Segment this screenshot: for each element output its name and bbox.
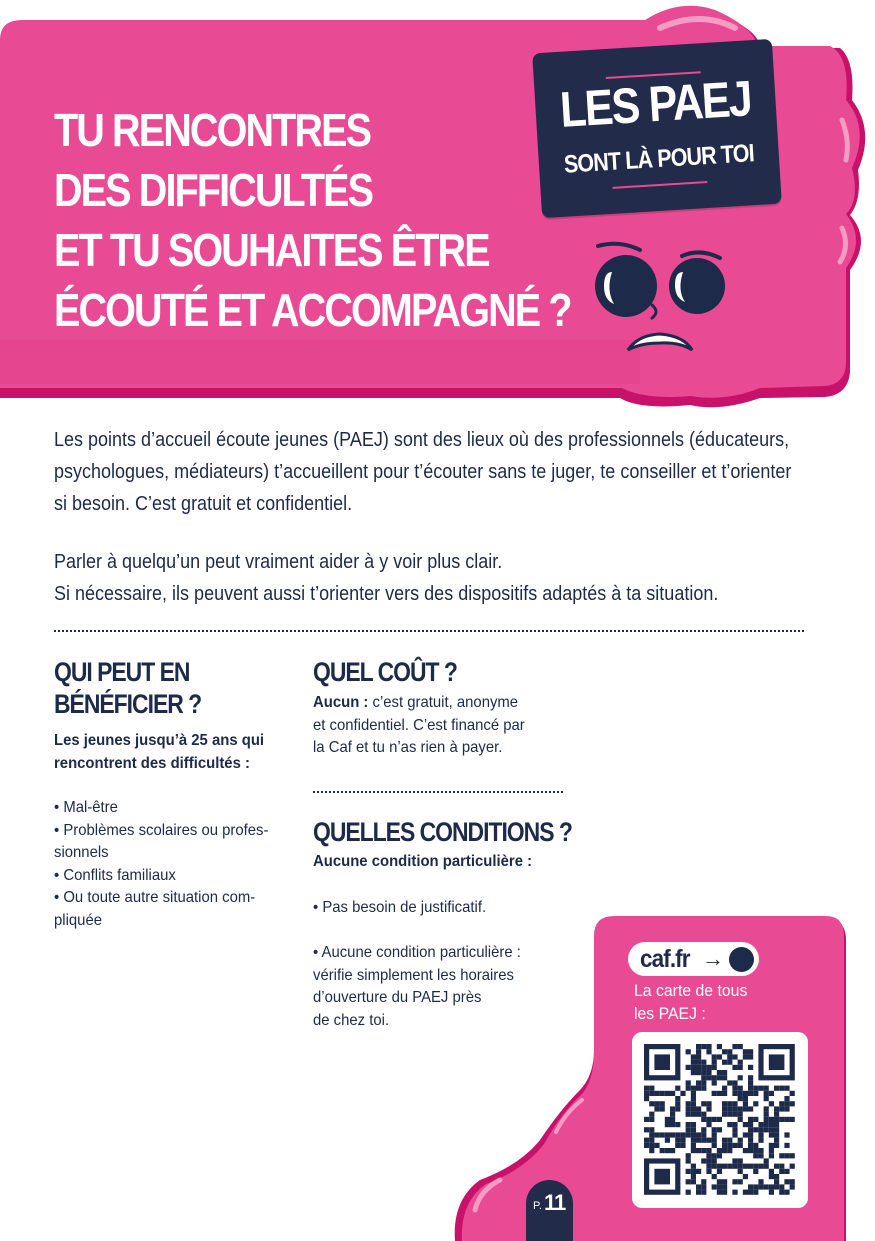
headline-line: TU RENCONTRES xyxy=(54,104,371,156)
who-lead-line: Les jeunes jusqu’à 25 ans qui xyxy=(54,732,265,749)
who-title-line: BÉNÉFICIER ? xyxy=(54,689,202,719)
intro-paragraph-1 xyxy=(54,424,792,520)
qr-finder-square xyxy=(758,1044,794,1080)
column-divider xyxy=(313,791,563,793)
conditions-item-1: • Pas besoin de justificatif. xyxy=(313,899,487,916)
arrow-right-icon: → xyxy=(702,946,724,971)
dot-icon xyxy=(729,947,754,972)
badge-rule-bottom xyxy=(612,181,707,189)
caf-link-label[interactable]: caf.fr xyxy=(640,945,690,973)
cost-line: et confidentiel. C’est financé par xyxy=(313,716,525,734)
intro-line: Si nécessaire, ils peuvent aussi t’orienter vers des dispositifs adaptés à ta situation. xyxy=(54,583,719,605)
card-caption-line: les PAEJ : xyxy=(634,1003,706,1023)
card-caption-line: La carte de tous xyxy=(634,981,748,1000)
intro-paragraph-2 xyxy=(54,546,738,610)
conditions-line: de chez toi. xyxy=(313,1011,390,1029)
section-divider xyxy=(54,630,804,632)
caf-link[interactable] xyxy=(628,942,759,976)
paej-badge xyxy=(532,39,782,218)
who-lead xyxy=(54,730,287,775)
list-item-cont: pliquée xyxy=(54,911,102,929)
qr-finder-square xyxy=(644,1044,680,1080)
badge-subtitle: SONT LÀ POUR TOI xyxy=(563,139,755,179)
headline-line: ÉCOUTÉ ET ACCOMPAGNÉ ? xyxy=(54,284,571,336)
list-item: • Mal-être xyxy=(54,799,118,816)
qr-code-icon[interactable] xyxy=(632,1032,808,1208)
cost-bold: Aucun : xyxy=(313,694,369,711)
cost-line: c’est gratuit, anonyme xyxy=(368,694,519,711)
list-item: • Conflits familiaux xyxy=(54,866,176,884)
intro-line: Parler à quelqu’un peut vraiment aider à y voir plus clair. xyxy=(54,551,503,573)
who-title xyxy=(54,656,201,720)
list-item: • Problèmes scolaires ou profes- xyxy=(54,821,269,839)
conditions-lead: Aucune condition particulière : xyxy=(313,853,533,870)
page-number: 11 xyxy=(544,1190,566,1215)
intro-line: Les points d’accueil écoute jeunes (PAEJ) sont des lieux où des professionnels (éducateurs, xyxy=(54,429,790,451)
conditions-line: vérifie simplement les horaires xyxy=(313,966,514,984)
conditions-line: d’ouverture du PAEJ près xyxy=(313,989,482,1006)
headline-line: DES DIFFICULTÉS xyxy=(54,164,373,216)
qr-code-container[interactable] xyxy=(632,1032,808,1208)
cost-line: la Caf et tu n’as rien à payer. xyxy=(313,739,503,756)
conditions-line: • Aucune condition particulière : xyxy=(313,944,521,961)
who-title-line: QUI PEUT EN xyxy=(54,657,190,687)
headline-line: ET TU SOUHAITES ÊTRE xyxy=(54,224,489,276)
qr-finder-square xyxy=(644,1158,680,1194)
cost-text xyxy=(313,692,555,760)
page-prefix: P. xyxy=(533,1200,542,1212)
who-lead-line: rencontrent des difficultés : xyxy=(54,754,250,772)
card-caption xyxy=(634,980,774,1025)
intro-line: psychologues, médiateurs) t’accueillent pour t’écouter sans te juger, te conseiller et t’orienter xyxy=(54,461,792,483)
conditions-title: QUELLES CONDITIONS ? xyxy=(313,817,572,847)
cost-title: QUEL COÛT ? xyxy=(313,657,457,687)
list-item: • Ou toute autre situation com- xyxy=(54,889,256,906)
who-list xyxy=(54,797,287,932)
list-item-cont: sionnels xyxy=(54,844,109,861)
intro-line: si besoin. C’est gratuit et confidentiel. xyxy=(54,493,353,515)
page-number-tab xyxy=(526,1180,573,1241)
badge-title: LES PAEJ xyxy=(558,70,753,138)
page-headline xyxy=(54,100,571,340)
